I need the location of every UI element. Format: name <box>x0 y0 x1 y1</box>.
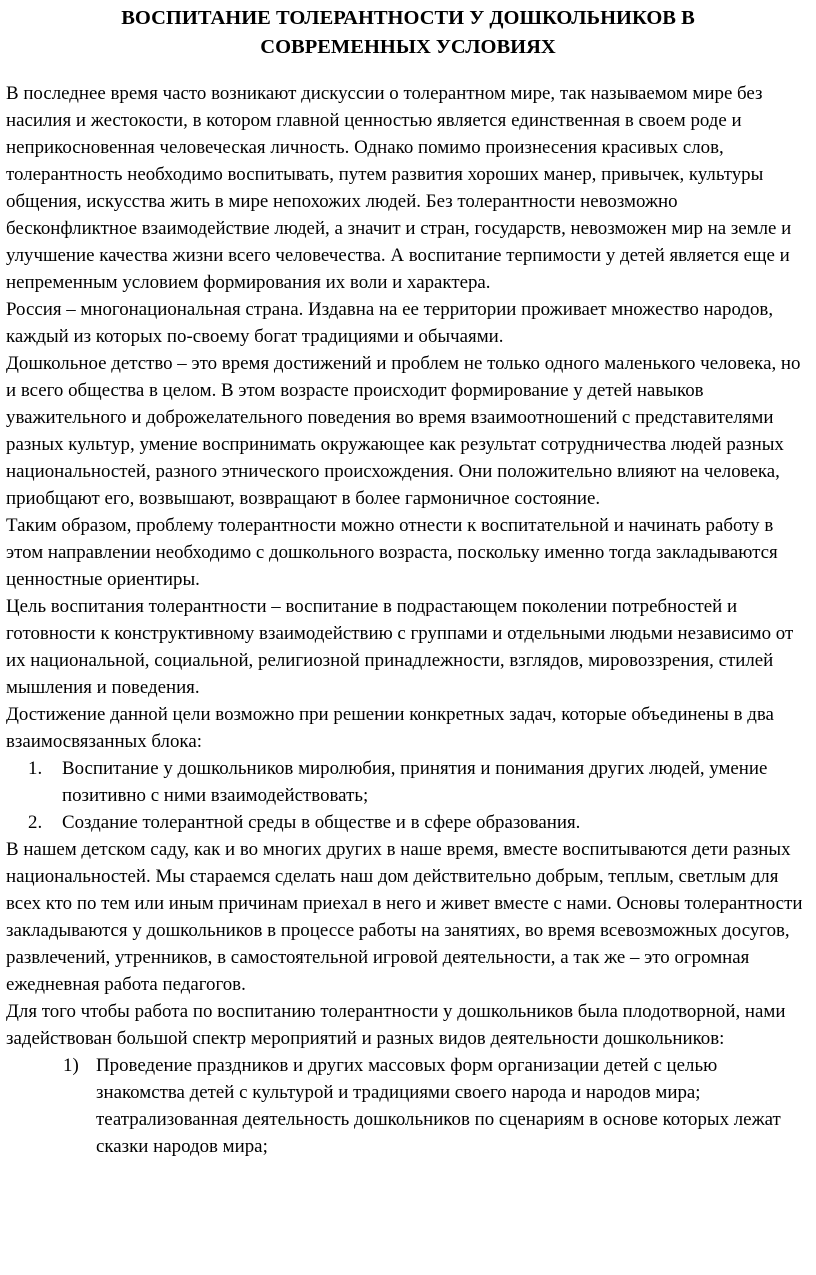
list-item-text: Создание толерантной среды в обществе и в сфере образования. <box>62 812 581 833</box>
list-marker: 1) <box>63 1055 79 1076</box>
page-title: ВОСПИТАНИЕ ТОЛЕРАНТНОСТИ У ДОШКОЛЬНИКОВ В СОВРЕМЕННЫХ УСЛОВИЯХ <box>121 7 695 58</box>
paragraph-conclusion: Таким образом, проблему толерантности можно отнести к воспитательной и начинать работу в этом направлении необходимо с дошкольного возраста, поскольку именно тогда закладываются ценностные ориентиры. <box>6 515 778 590</box>
list-item-text: Воспитание у дошкольников миролюбия, принятия и понимания других людей, умение позитивно с ними взаимодействовать; <box>62 758 768 806</box>
list-item <box>6 755 810 809</box>
paragraph-intro: В последнее время часто возникают дискуссии о толерантном мире, так называемом мире без насилия и жестокости, в котором главной ценностью является единственная в своем роде и неприкосновенная человеческая личность. Однако помимо произнесения красивых слов, толерантность необходимо воспитывать, путем развития хороших манер, привычек, культуры общения, искусства жить в мире непохожих людей. Без толерантности невозможно бесконфликтное взаимодействие людей, а значит и стран, государств, невозможен мир на земле и улучшение качества жизни всего человечества. А воспитание терпимости у детей является еще и непременным условием формирования их воли и характера. <box>6 83 792 293</box>
list-item <box>6 809 810 836</box>
list-marker: 1. <box>28 758 43 779</box>
paragraph-activities-intro: Для того чтобы работа по воспитанию толерантности у дошкольников была плодотворной, нами задействован большой спектр мероприятий и разных видов деятельности дошкольников: <box>6 1001 786 1049</box>
paragraph-preschool-childhood: Дошкольное детство – это время достижений и проблем не только одного маленького человека, но и всего общества в целом. В этом возрасте происходит формирование у детей навыков уважительного и доброжелательного поведения во время взаимоотношений с представителями разных культур, умение воспринимать окружающее как результат сотрудничества людей разных национальностей, разного этнического происхождения. Они положительно влияют на человека, приобщают его, возвышают, возвращают в более гармоничное состояние. <box>6 353 801 509</box>
list-marker: 2. <box>28 812 43 833</box>
paragraph-russia: Россия – многонациональная страна. Издавна на ее территории проживает множество народов, каждый из которых по-своему богат традициями и обычаями. <box>6 299 774 347</box>
paragraph-tasks-intro: Достижение данной цели возможно при решении конкретных задач, которые объединены в два взаимосвязанных блока: <box>6 704 774 752</box>
activities-list <box>6 1052 810 1160</box>
list-item <box>6 1052 810 1160</box>
paragraph-kindergarten: В нашем детском саду, как и во многих других в наше время, вместе воспитываются дети разных национальностей. Мы стараемся сделать наш дом действительно добрым, теплым, светлым для всех кто по тем или иным причинам приехал в него и живет вместе с нами. Основы толерантности закладываются у дошкольников в процессе работы на занятиях, во время всевозможных досугов, развлечений, утренников, в самостоятельной игровой деятельности, а так же – это огромная ежедневная работа педагогов. <box>6 839 803 995</box>
tasks-list <box>6 755 810 836</box>
list-item-text: Проведение праздников и других массовых форм организации детей с целью знакомства детей с культурой и традициями своего народа и народов мира; театрализованная деятельность дошкольников по сценариям в основе которых лежат сказки народов мира; <box>96 1055 781 1157</box>
paragraph-goal: Цель воспитания толерантности – воспитание в подрастающем поколении потребностей и готовности к конструктивному взаимодействию с группами и отдельными людьми независимо от их национальной, социальной, религиозной принадлежности, взглядов, мировоззрения, стилей мышления и поведения. <box>6 596 794 698</box>
